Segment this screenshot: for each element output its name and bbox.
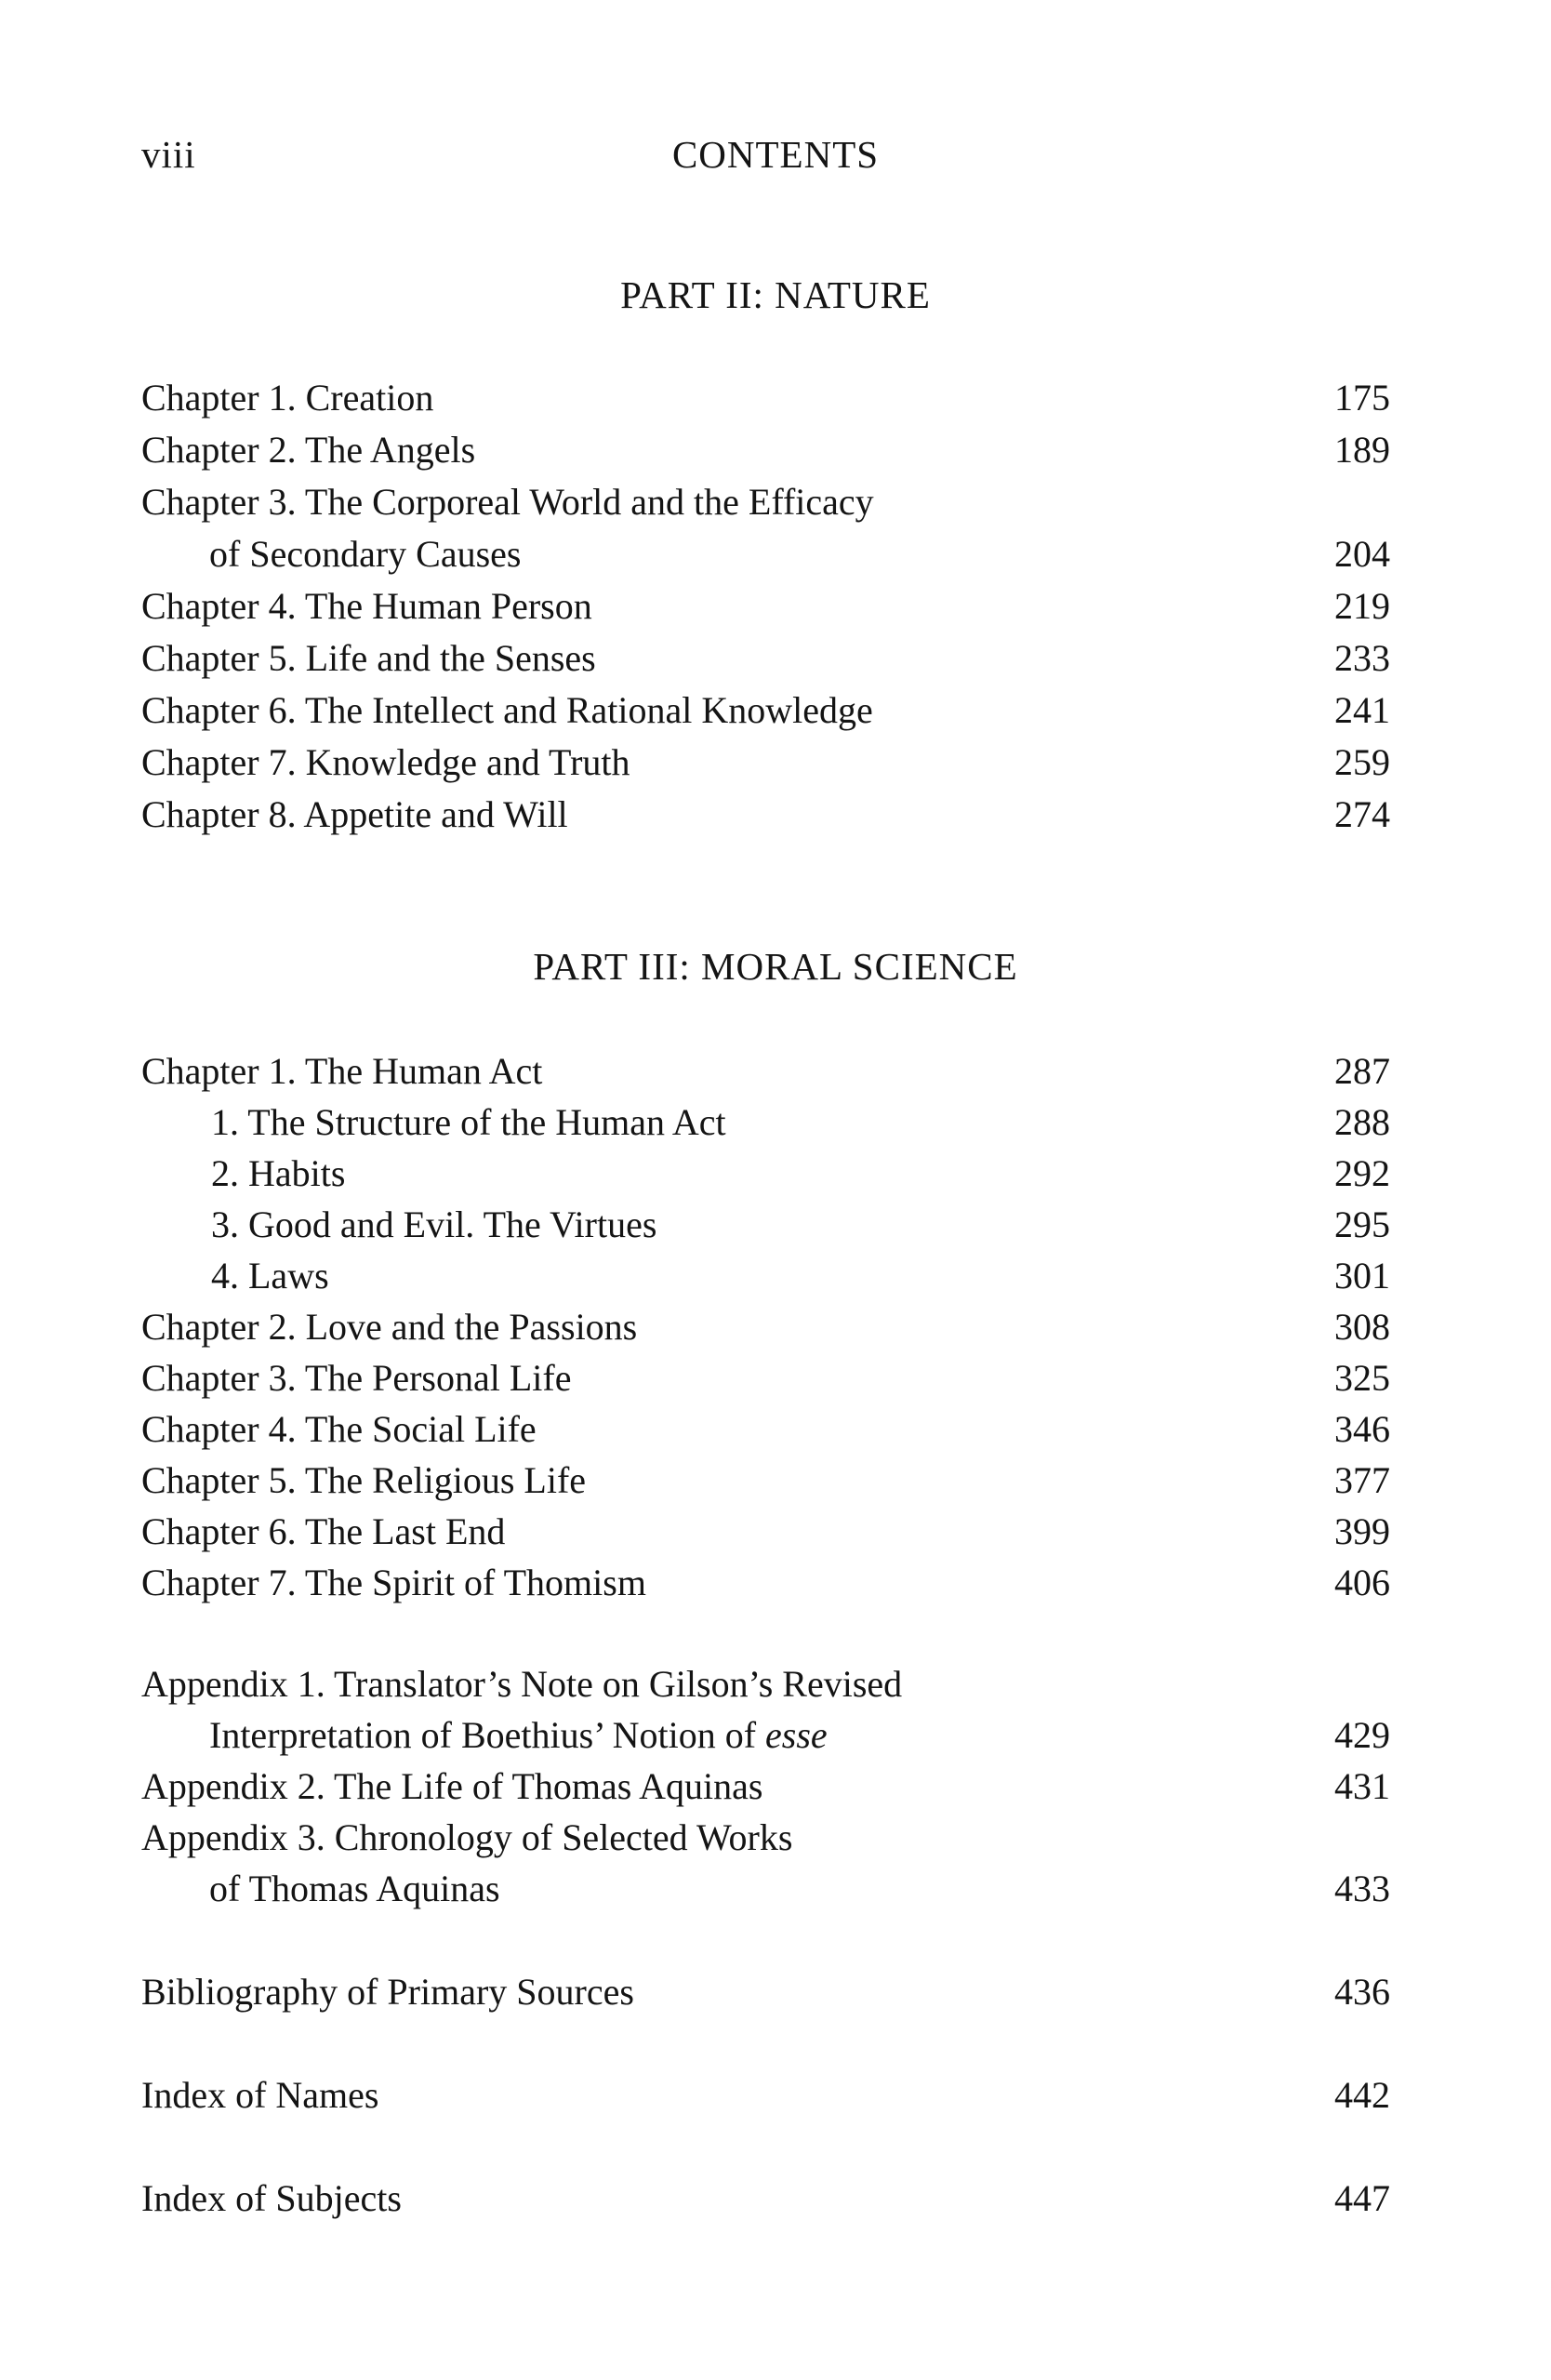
toc-entry-label: Chapter 7. The Spirit of Thomism <box>141 1562 646 1603</box>
toc-entry-part2-ch3-cont <box>141 528 1390 580</box>
toc-entry-page: 308 <box>1334 1306 1390 1348</box>
toc-entry-page: 274 <box>1334 793 1390 835</box>
toc-entry-page: 189 <box>1334 429 1390 471</box>
toc-entry-page: 429 <box>1334 1714 1390 1756</box>
toc-entry-part3-ch3 <box>141 1352 1390 1404</box>
toc-entry-page: 175 <box>1334 377 1390 419</box>
toc-entry-appendix-3 <box>141 1812 1390 1864</box>
toc-entry-part3-ch4 <box>141 1403 1390 1456</box>
toc-entry-appendix-2 <box>141 1761 1390 1813</box>
toc-entry-label: of Secondary Causes <box>209 533 522 575</box>
toc-entry-label: Bibliography of Primary Sources <box>141 1971 634 2013</box>
toc-entry-page: 241 <box>1334 689 1390 731</box>
toc-entry-italic-term: esse <box>765 1714 828 1756</box>
toc-entry-appendix-1 <box>141 1658 1390 1710</box>
toc-entry-part3-ch1 <box>141 1045 1390 1097</box>
toc-entry-label: 2. Habits <box>211 1152 346 1194</box>
toc-entry-page: 436 <box>1334 1971 1390 2013</box>
toc-entry-page: 399 <box>1334 1510 1390 1552</box>
toc-entry-page: 292 <box>1334 1152 1390 1194</box>
toc-entry-page: 301 <box>1334 1255 1390 1296</box>
toc-entry-label: Chapter 4. The Human Person <box>141 585 592 627</box>
toc-subentry-3 <box>141 1199 1390 1251</box>
toc-entry-part2-ch2 <box>141 424 1390 476</box>
toc-subentry-4 <box>141 1250 1390 1302</box>
toc-entry-part2-ch8 <box>141 789 1390 841</box>
toc-entry-label: Chapter 8. Appetite and Will <box>141 793 568 835</box>
toc-entry-index-names <box>141 2069 1390 2121</box>
toc-entry-label: Index of Subjects <box>141 2177 402 2219</box>
toc-entry-label: Appendix 1. Translator’s Note on Gilson’s Revised <box>141 1663 903 1705</box>
part-iii-title: PART III: MORAL SCIENCE <box>533 945 1018 988</box>
toc-entry-page: 204 <box>1334 533 1390 575</box>
toc-entry-label: Chapter 3. The Personal Life <box>141 1357 572 1399</box>
toc-entry-index-subjects <box>141 2173 1390 2225</box>
toc-entry-label: of Thomas Aquinas <box>209 1868 500 1909</box>
toc-entry-label: Appendix 3. Chronology of Selected Works <box>141 1816 793 1858</box>
toc-entry-appendix-1-cont <box>141 1709 1390 1762</box>
toc-entry-label: Chapter 5. Life and the Senses <box>141 637 596 679</box>
toc-entry-part3-ch2 <box>141 1301 1390 1353</box>
toc-entry-page: 288 <box>1334 1101 1390 1143</box>
toc-subentry-1 <box>141 1097 1390 1149</box>
toc-entry-label: Chapter 2. Love and the Passions <box>141 1306 638 1348</box>
toc-entry-part3-ch7 <box>141 1557 1390 1609</box>
part-ii-title: PART II: NATURE <box>620 273 931 316</box>
toc-entry-label: 4. Laws <box>211 1255 329 1296</box>
toc-entry-part2-ch4 <box>141 580 1390 632</box>
toc-entry-page: 295 <box>1334 1203 1390 1245</box>
toc-entry-label: Chapter 3. The Corporeal World and the Efficacy <box>141 481 874 523</box>
toc-entry-page: 233 <box>1334 637 1390 679</box>
toc-entry-label: Index of Names <box>141 2074 379 2116</box>
toc-entry-label: Appendix 2. The Life of Thomas Aquinas <box>141 1765 763 1807</box>
toc-entry-part3-ch6 <box>141 1506 1390 1558</box>
toc-entry-label <box>209 1709 828 1762</box>
toc-entry-label: Chapter 6. The Last End <box>141 1510 506 1552</box>
toc-entry-page: 406 <box>1334 1562 1390 1603</box>
toc-entry-page: 325 <box>1334 1357 1390 1399</box>
toc-entry-label: Chapter 1. Creation <box>141 377 434 419</box>
folio-page-number: viii <box>141 133 196 176</box>
running-head: CONTENTS <box>671 133 880 176</box>
toc-entry-label: Chapter 6. The Intellect and Rational Knowledge <box>141 689 873 731</box>
toc-entry-label: Chapter 1. The Human Act <box>141 1050 543 1092</box>
toc-entry-label: Chapter 4. The Social Life <box>141 1408 537 1450</box>
toc-subentry-2 <box>141 1148 1390 1200</box>
toc-entry-part2-ch5 <box>141 632 1390 685</box>
toc-entry-part2-ch3 <box>141 476 1390 528</box>
toc-entry-page: 377 <box>1334 1459 1390 1501</box>
toc-entry-page: 447 <box>1334 2177 1390 2219</box>
toc-entry-label: Chapter 7. Knowledge and Truth <box>141 741 630 783</box>
toc-entry-page: 442 <box>1334 2074 1390 2116</box>
toc-entry-part3-ch5 <box>141 1455 1390 1507</box>
toc-entry-page: 431 <box>1334 1765 1390 1807</box>
toc-entry-label: Chapter 2. The Angels <box>141 429 476 471</box>
toc-entry-bibliography <box>141 1966 1390 2018</box>
toc-entry-appendix-3-cont <box>141 1863 1390 1915</box>
toc-entry-page: 259 <box>1334 741 1390 783</box>
toc-entry-part2-ch6 <box>141 685 1390 737</box>
toc-entry-label: 1. The Structure of the Human Act <box>211 1101 726 1143</box>
toc-entry-part2-ch1 <box>141 372 1390 424</box>
toc-entry-page: 219 <box>1334 585 1390 627</box>
toc-entry-label-text: Interpretation of Boethius’ Notion of <box>209 1714 757 1756</box>
toc-entry-label: 3. Good and Evil. The Virtues <box>211 1203 657 1245</box>
toc-entry-page: 287 <box>1334 1050 1390 1092</box>
toc-entry-label: Chapter 5. The Religious Life <box>141 1459 587 1501</box>
toc-entry-part2-ch7 <box>141 737 1390 789</box>
toc-entry-page: 346 <box>1334 1408 1390 1450</box>
toc-entry-page: 433 <box>1334 1868 1390 1909</box>
